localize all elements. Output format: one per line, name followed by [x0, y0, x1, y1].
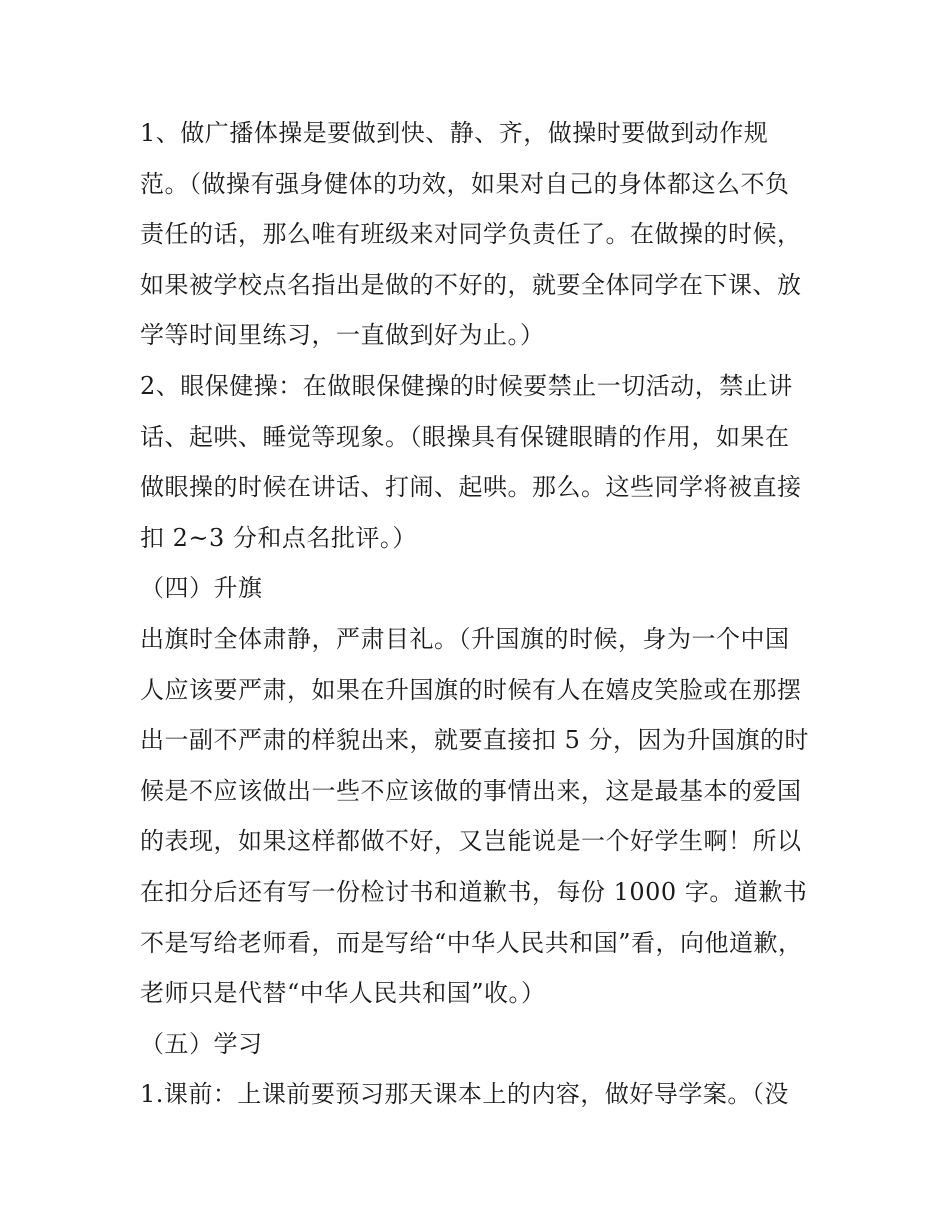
text-line: 如果被学校点名指出是做的不好的，就要全体同学在下课、放	[140, 270, 802, 299]
text-line: 1、做广播体操是要做到快、静、齐，做操时要做到动作规	[140, 119, 769, 147]
paragraph-broadcast-exercise	[140, 108, 820, 361]
section-heading-study	[140, 1019, 820, 1070]
text-line: 责任的话，那么唯有班级来对同学负责任了。在做操的时候，	[140, 220, 802, 249]
text-line: 候是不应该做出一些不应该做的事情出来，这是最基本的爱国	[140, 776, 802, 805]
text-line: 的表现，如果这样都做不好，又岂能说是一个好学生啊！所以	[140, 827, 802, 856]
paragraph-eye-exercise	[140, 361, 820, 563]
text-line: 出旗时全体肃静，严肃目礼。（升国旗的时候，身为一个中国	[140, 624, 790, 653]
text-line: 学等时间里练习，一直做到好为止。）	[140, 321, 545, 350]
text-line: 范。（做操有强身健体的功效，如果对自己的身体都这么不负	[140, 169, 790, 198]
section-heading: （四）升旗	[140, 574, 263, 603]
text-line: 做眼操的时候在讲话、打闹、起哄。那么。这些同学将被直接	[140, 473, 802, 502]
text-line: 扣 2~3 分和点名批评。）	[140, 523, 417, 552]
section-heading-flag-raising	[140, 563, 820, 614]
text-line: 出一副不严肃的样貌出来，就要直接扣 5 分，因为升国旗的时	[140, 726, 810, 755]
text-line: 2、眼保健操：在做眼保健操的时候要禁止一切活动，禁止讲	[140, 371, 793, 400]
text-line: 不是写给老师看，而是写给“中华人民共和国”看，向他道歉，	[140, 928, 803, 957]
text-line: 1.课前：上课前要预习那天课本上的内容，做好导学案。（没	[140, 1080, 789, 1109]
text-line: 人应该要严肃，如果在升国旗的时候有人在嬉皮笑脸或在那摆	[140, 675, 802, 704]
text-line: 老师只是代替“中华人民共和国”收。）	[140, 979, 546, 1008]
document-body	[140, 108, 820, 1120]
text-line: 话、起哄、睡觉等现象。（眼操具有保键眼睛的作用，如果在	[140, 422, 790, 451]
paragraph-before-class	[140, 1069, 820, 1120]
text-line: 在扣分后还有写一份检讨书和道歉书，每份 1000 字。道歉书	[140, 877, 808, 906]
section-heading: （五）学习	[140, 1029, 263, 1058]
paragraph-flag-raising	[140, 614, 820, 1019]
